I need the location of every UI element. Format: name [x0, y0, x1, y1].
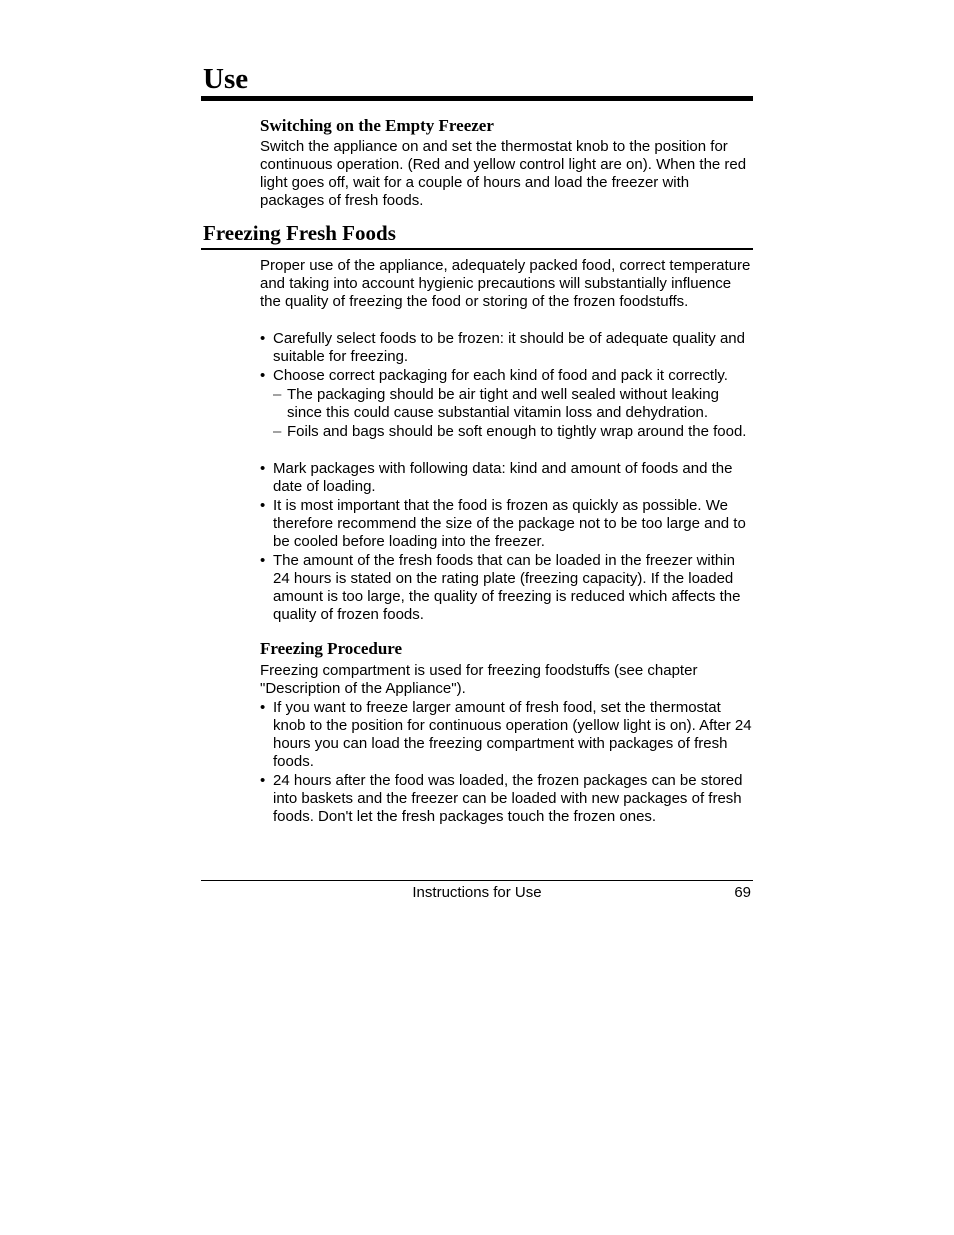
- list-item: [260, 772, 752, 826]
- list-item-text: The amount of the fresh foods that can be loaded in the freezer within 24 hours is stated on the rating plate (freezing capacity). If the loaded amount is too large, the quality of freezing is reduced which affects the quality of frozen foods.: [273, 552, 741, 623]
- page-number: 69: [734, 884, 751, 901]
- bullet-mark: •: [260, 552, 266, 569]
- list-item: [260, 330, 752, 366]
- list-item: [260, 497, 752, 551]
- bullet-mark: •: [260, 497, 266, 514]
- section-divider: [201, 248, 753, 250]
- procedure-intro: Freezing compartment is used for freezing foodstuffs (see chapter "Description of the Appliance").: [260, 662, 698, 697]
- footer-divider: [201, 880, 753, 881]
- chapter-divider: [201, 96, 753, 101]
- bullet-mark: •: [260, 367, 266, 384]
- list-item-text: 24 hours after the food was loaded, the frozen packages can be stored into baskets and the freezer can be loaded with new packages of fresh foods. Don't let the fresh packages touch the frozen ones.: [273, 772, 743, 825]
- bullet-mark: •: [260, 699, 266, 716]
- footer-title: Instructions for Use: [412, 884, 542, 901]
- section-title-freezing-fresh-foods: Freezing Fresh Foods: [203, 221, 396, 245]
- list-item: [260, 367, 752, 385]
- bullet-mark: •: [260, 772, 266, 789]
- switching-heading: Switching on the Empty Freezer: [260, 116, 494, 135]
- chapter-title: Use: [203, 63, 249, 95]
- bullet-mark: •: [260, 330, 266, 347]
- dash-mark: –: [273, 423, 282, 440]
- dash-mark: –: [273, 386, 282, 403]
- list-item-text: If you want to freeze larger amount of fresh food, set the thermostat knob to the position for continuous operation (yellow light is on). After 24 hours you can load the freezing compartment with packages of fresh foods.: [273, 699, 752, 770]
- freezing-intro: Proper use of the appliance, adequately packed food, correct temperature and taking into account hygienic precautions will substantially influence the quality of freezing the food or storing of the frozen foodstuffs.: [260, 257, 751, 310]
- list-item: [260, 460, 752, 496]
- list-item-text: It is most important that the food is frozen as quickly as possible. We therefore recommend the size of the package not to be too large and to be cooled before loading into the freezer.: [273, 497, 746, 550]
- list-item-text: Choose correct packaging for each kind of food and pack it correctly.: [273, 367, 728, 384]
- list-item: [260, 552, 752, 624]
- procedure-heading: Freezing Procedure: [260, 639, 403, 658]
- sub-list-item: [273, 423, 752, 441]
- list-item: [260, 699, 752, 771]
- sub-list-item-text: The packaging should be air tight and well sealed without leaking since this could cause substantial vitamin loss and dehydration.: [287, 386, 719, 421]
- sub-list-item-text: Foils and bags should be soft enough to tightly wrap around the food.: [287, 423, 747, 440]
- sub-list-item: [273, 386, 752, 422]
- list-item-text: Carefully select foods to be frozen: it should be of adequate quality and suitable for freezing.: [273, 330, 745, 365]
- switching-body: Switch the appliance on and set the thermostat knob to the position for continuous operation. (Red and yellow control light are on). When the red light goes off, wait for a couple of hours and load the freezer with packages of fresh foods.: [260, 138, 747, 209]
- bullet-mark: •: [260, 460, 266, 477]
- list-item-text: Mark packages with following data: kind and amount of foods and the date of loading.: [273, 460, 733, 495]
